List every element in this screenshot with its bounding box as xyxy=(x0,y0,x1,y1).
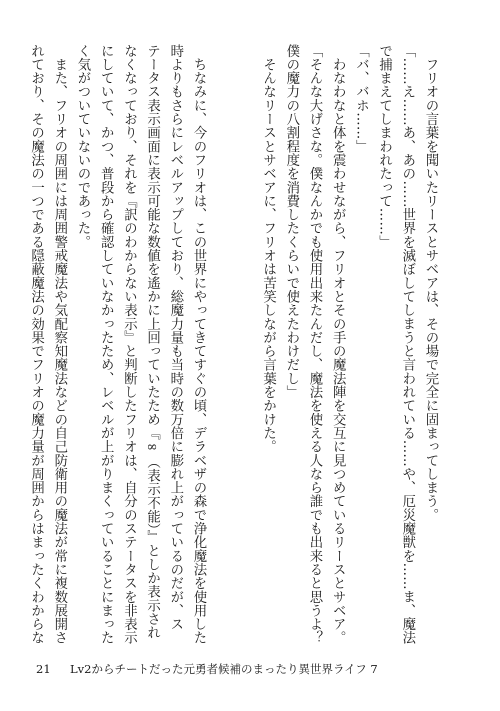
page-number: 21 xyxy=(36,662,51,676)
text-line: 「……え……あ、あの……世界を滅ぼしてしまうと言われている……や、厄災魔獣を……ま、魔法 xyxy=(399,44,415,645)
text-line: 時よりもさらにレベルアップしており、総魔力量も当時の数万倍に膨れ上がっているのだが、ス xyxy=(167,44,183,631)
text-line: そんなリースとサベアに、フリオは苦笑しながら言葉をかけた。 xyxy=(260,44,276,454)
text-line: で捕まえてしまわれたって……」 xyxy=(376,44,392,249)
text-line: わなわなと体を震わせながら、フリオとその手の魔法陣を交互に見つめているリースとサベア。 xyxy=(330,44,346,645)
text-line: また、フリオの周囲には周囲警戒魔法や気配察知魔法などの自己防衛用の魔法が常に複数展開さ xyxy=(51,44,67,645)
book-title: Lv2からチートだった元勇者候補のまったり異世界ライフ 7 xyxy=(70,662,378,676)
text-line: にしていて、かつ、普段から確認していなかったため、レベルが上がりまくっていることにまった xyxy=(98,44,114,645)
text-line: テータス表示画面に表示可能な数値を遙かに上回っていたため『∞（表示不能）』としか表示され xyxy=(144,44,160,640)
text-line: なくなっており、それを『訳のわからない表示』と判断したフリオは、自分のステータスを非表示 xyxy=(121,44,137,645)
section-gap xyxy=(233,44,256,640)
text-line: 僕の魔力の八割程度を消費したくらいで使えたわけだし」 xyxy=(283,44,299,399)
text-line: く気がついていないのであった。 xyxy=(74,44,90,249)
section-gap xyxy=(210,44,233,640)
text-line: ちなみに、今のフリオは、この世界にやってきてすぐの頃、デラベザの森で浄化魔法を使用した xyxy=(191,44,206,645)
text-line: フリオの言葉を聞いたリースとサベアは、その場で完全に固まってしまう。 xyxy=(423,44,438,522)
page-footer xyxy=(36,661,378,677)
text-line: 「バ、バホ……」 xyxy=(353,44,369,154)
text-line: れており、その魔法の一つである隠蔽魔法の効果でフリオの魔力量が周囲からはまったくわからな xyxy=(28,44,44,645)
text-line: 「そんな大げさな。僕なんかでも使用出来たんだし、魔法を使える人なら誰でも出来ると思うよ？ xyxy=(306,44,322,645)
vertical-text-body xyxy=(24,44,442,645)
